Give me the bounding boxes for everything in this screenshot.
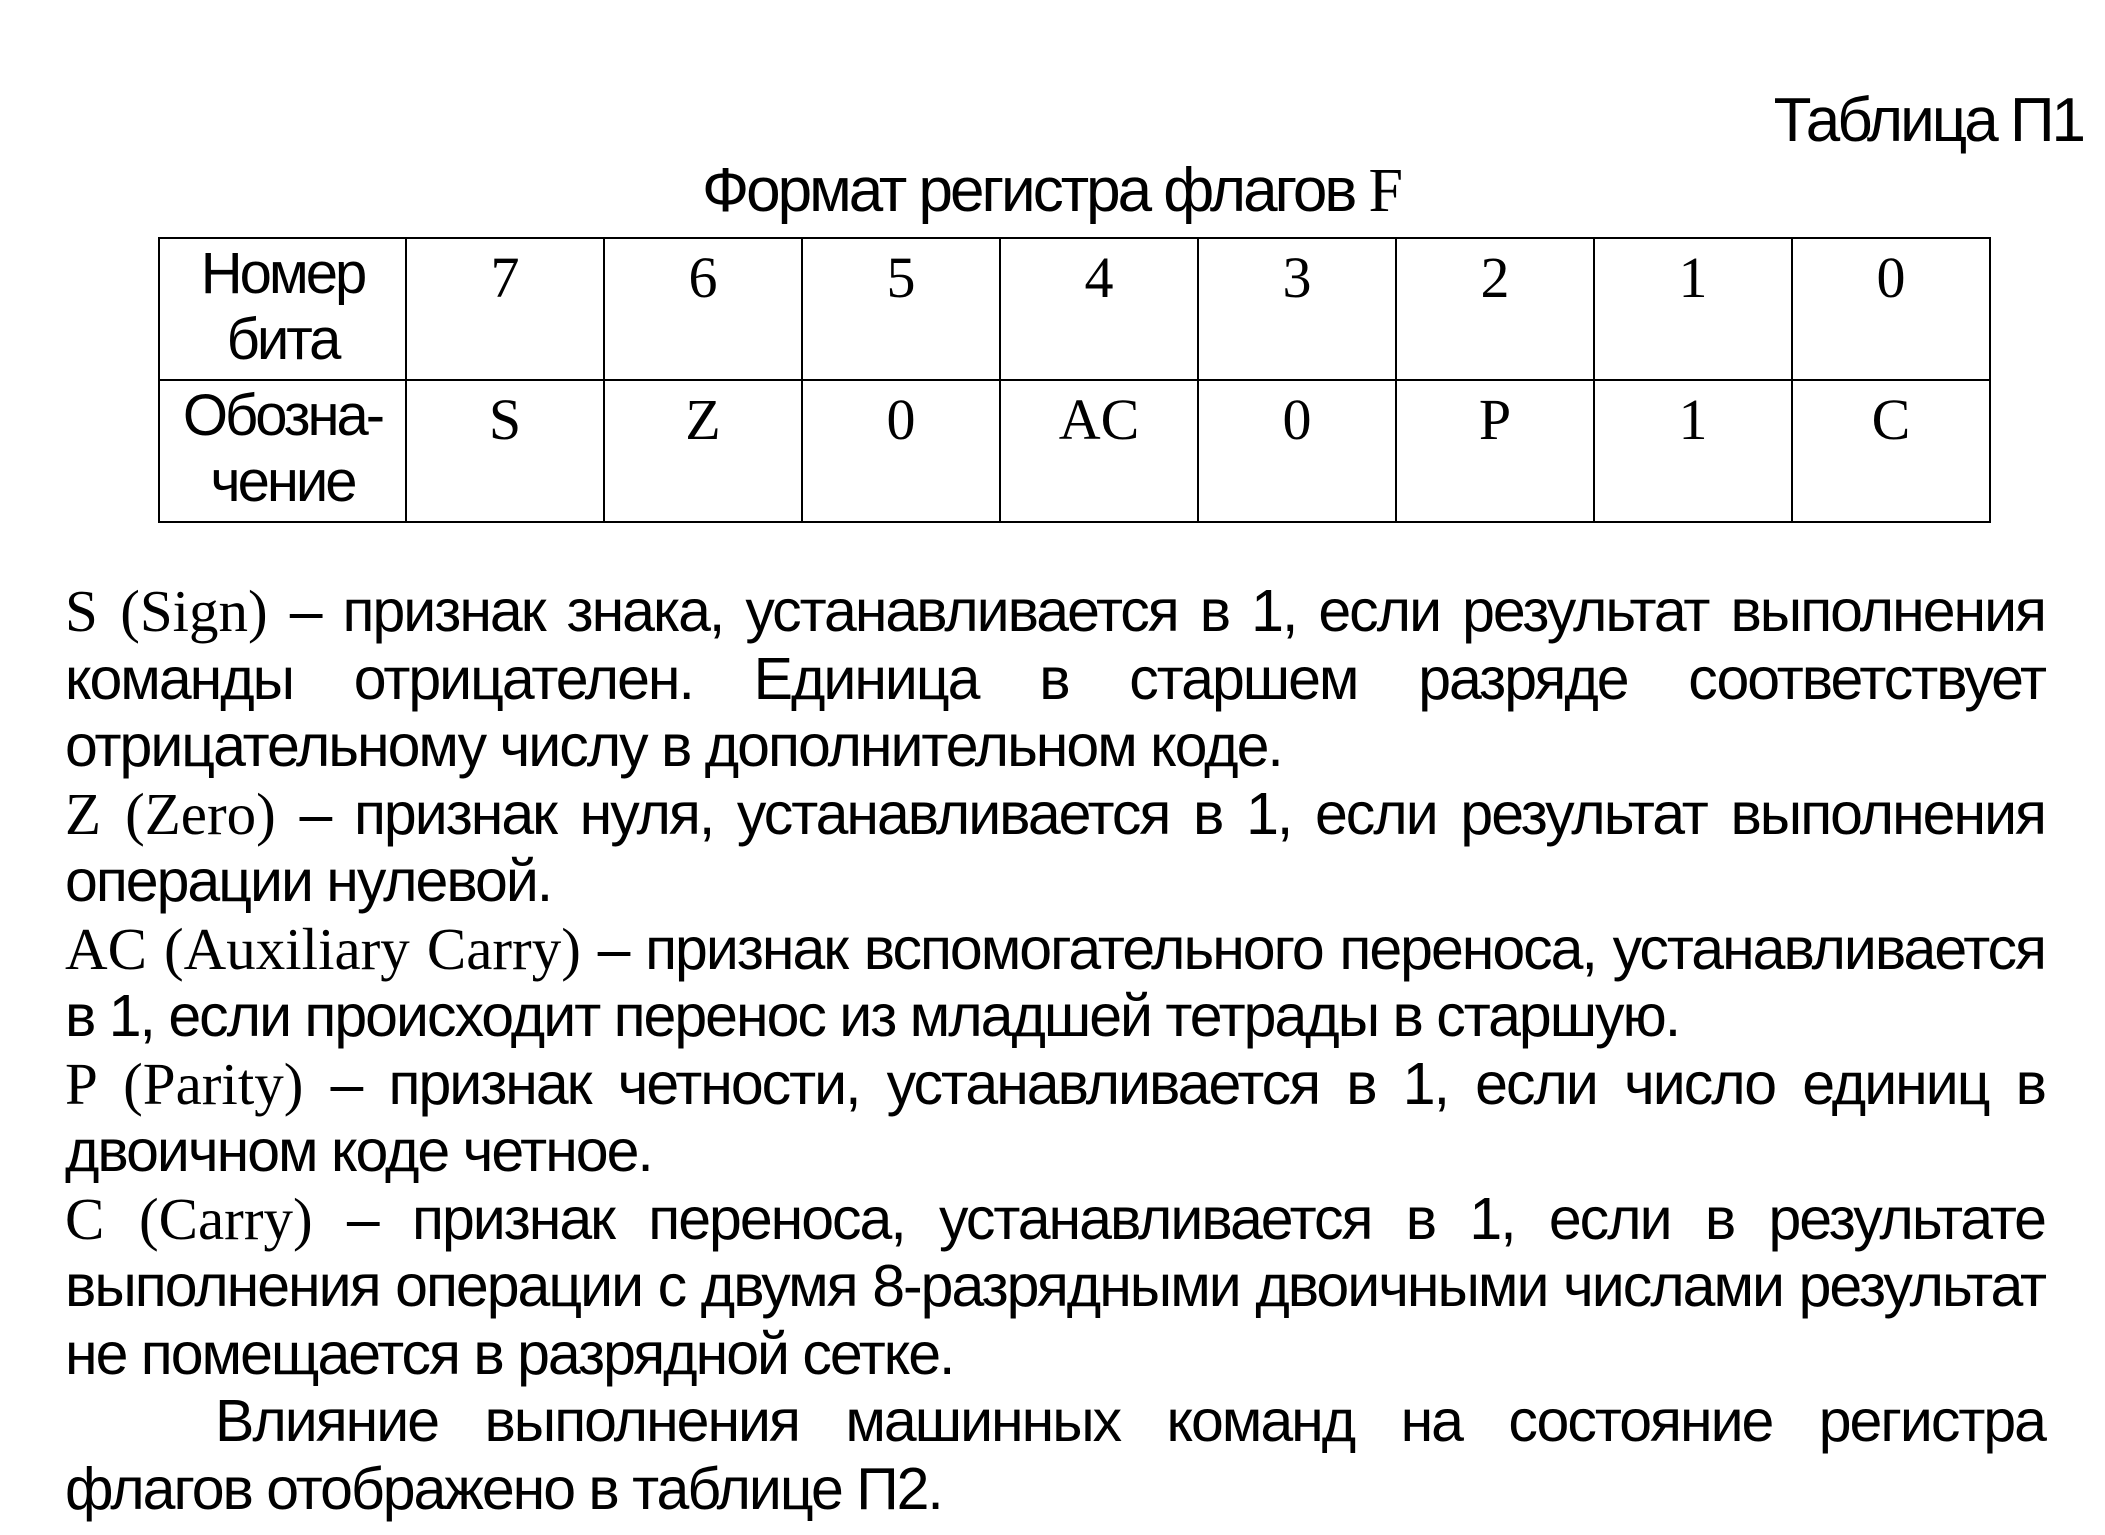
row-header-line: Обозна- xyxy=(182,383,383,448)
bit-number-cell: 6 xyxy=(604,238,802,380)
definition-carry xyxy=(65,1186,2045,1389)
definition-zero xyxy=(65,781,2045,916)
table-caption xyxy=(0,156,2105,225)
row-header-designation xyxy=(159,380,406,522)
designation-cell: AC xyxy=(1000,380,1198,522)
caption-text: Формат регистра флагов xyxy=(702,156,1355,225)
flag-register-table xyxy=(158,237,1991,523)
bit-number-cell: 2 xyxy=(1396,238,1594,380)
bit-number-cell: 0 xyxy=(1792,238,1990,380)
table-row-designations xyxy=(159,380,1990,522)
designation-cell: Z xyxy=(604,380,802,522)
designation-cell: S xyxy=(406,380,604,522)
definition-sign xyxy=(65,578,2045,781)
bit-number-cell: 7 xyxy=(406,238,604,380)
definition-parity xyxy=(65,1051,2045,1186)
designation-cell: 0 xyxy=(802,380,1000,522)
bit-number-cell: 4 xyxy=(1000,238,1198,380)
definition-text: – признак переноса, устанавливается в 1, если в результате выполнения операции с двумя 8-разрядными двоичными числами результат не помещается в разрядной сетке. xyxy=(65,1185,2045,1387)
definition-text: – признак вспомогательного переноса, устанавливается в 1, если происходит перенос из младшей тетрады в старшую. xyxy=(65,915,2046,1049)
flag-term: Z (Zero) xyxy=(65,780,276,847)
definition-text: – признак нуля, устанавливается в 1, если результат выполнения операции нулевой. xyxy=(65,780,2045,914)
definition-text: – признак четности, устанавливается в 1, если число единиц в двоичном коде четное. xyxy=(65,1050,2045,1184)
designation-cell: P xyxy=(1396,380,1594,522)
row-header-line: Номер xyxy=(200,241,365,306)
bit-number-cell: 5 xyxy=(802,238,1000,380)
bit-number-cell: 1 xyxy=(1594,238,1792,380)
row-header-bit-number xyxy=(159,238,406,380)
flag-term: S (Sign) xyxy=(65,578,268,644)
caption-register: F xyxy=(1368,157,1403,225)
designation-cell: 1 xyxy=(1594,380,1792,522)
bit-number-cell: 3 xyxy=(1198,238,1396,380)
table-row-bit-numbers xyxy=(159,238,1990,380)
row-header-line: чение xyxy=(210,449,355,514)
table-label: Таблица П1 xyxy=(1773,86,2083,155)
definition-auxiliary-carry xyxy=(65,916,2045,1051)
designation-cell: C xyxy=(1792,380,1990,522)
row-header-line: бита xyxy=(226,307,339,372)
designation-cell: 0 xyxy=(1198,380,1396,522)
closing-paragraph: Влияние выполнения машинных команд на состояние регистра флагов отображено в таблице П2. xyxy=(65,1388,2045,1522)
flag-term: P (Parity) xyxy=(65,1050,304,1117)
definition-text: – признак знака, устанавливается в 1, если результат выполнения команды отрицателен. Единица в старшем разряде соответствует отрицательному числу в дополнительном коде. xyxy=(65,578,2045,779)
flag-term: AC (Auxiliary Carry) xyxy=(65,915,581,982)
flag-term: C (Carry) xyxy=(65,1185,313,1252)
flag-definitions xyxy=(65,578,2045,1523)
